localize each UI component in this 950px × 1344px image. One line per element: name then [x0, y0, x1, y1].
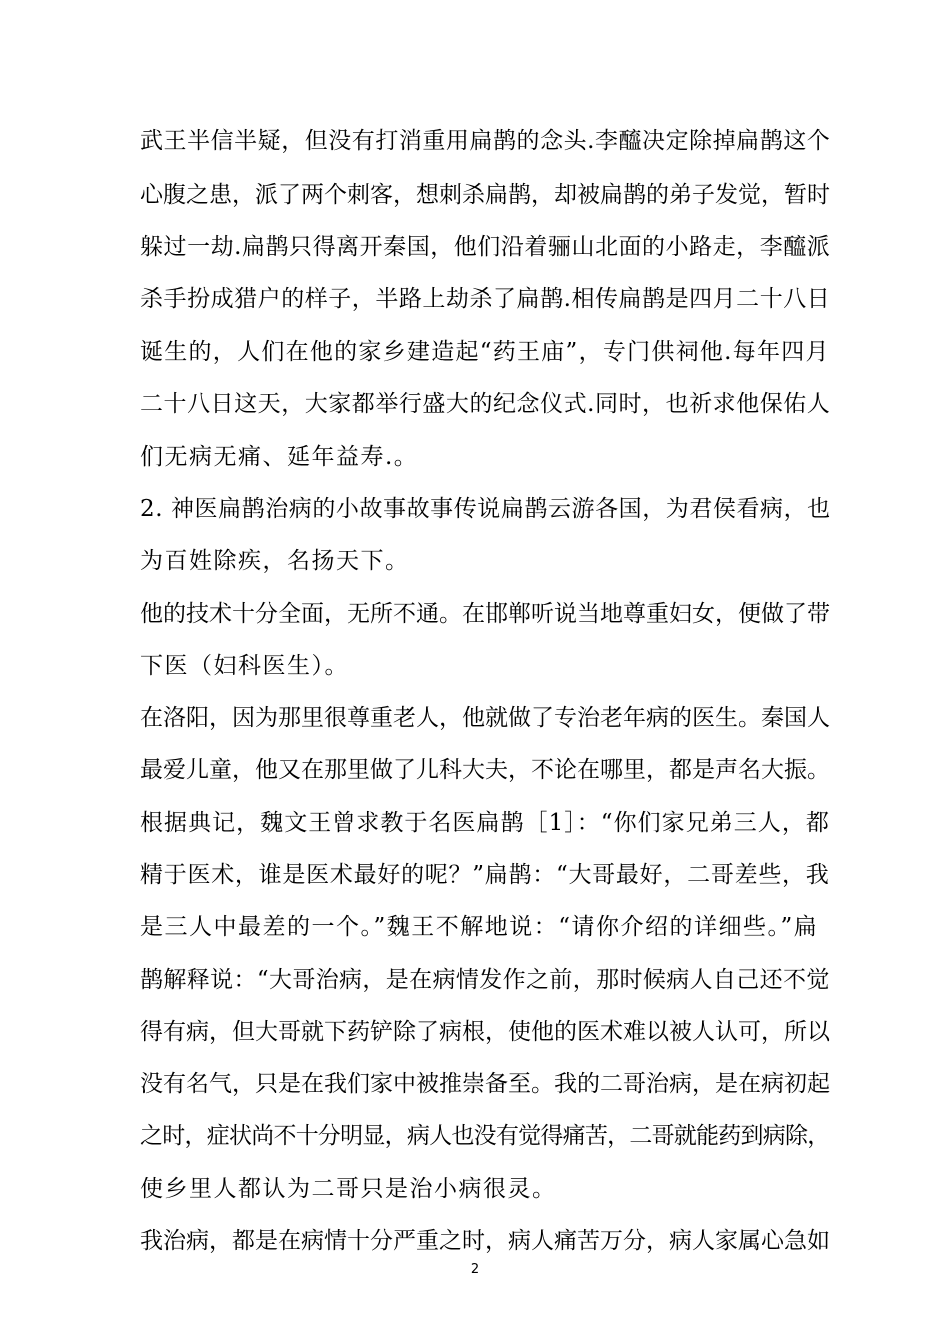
- text-line: 们无病无痛、延年益寿.。: [140, 444, 419, 470]
- text-line: 他的技术十分全面，无所不通。在邯郸听说当地尊重妇女，便做了带: [140, 601, 830, 627]
- text-line: 武王半信半疑，但没有打消重用扁鹊的念头.李醯决定除掉扁鹊这个: [140, 128, 831, 154]
- text-line: 在洛阳，因为那里很尊重老人，他就做了专治老年病的医生。秦国人: [140, 705, 830, 731]
- text-line: 2. 神医扁鹊治病的小故事故事传说扁鹊云游各国，为君侯看病，也: [140, 496, 831, 522]
- text-line: 精于医术，谁是医术最好的呢？”扁鹊：“大哥最好，二哥差些，我: [140, 862, 830, 888]
- text-line: 使乡里人都认为二哥只是治小病很灵。: [140, 1176, 557, 1202]
- text-line: 之时，症状尚不十分明显，病人也没有觉得痛苦，二哥就能药到病除，: [140, 1123, 830, 1149]
- text-line: 没有名气，只是在我们家中被推崇备至。我的二哥治病，是在病初起: [140, 1071, 830, 1097]
- text-line: 为百姓除疾，名扬天下。: [140, 548, 410, 574]
- page-number: 2: [470, 1262, 480, 1277]
- text-line: 心腹之患，派了两个刺客，想刺杀扁鹊，却被扁鹊的弟子发觉，暂时: [140, 182, 830, 208]
- text-line: 是三人中最差的一个。”魏王不解地说：“请你介绍的详细些。”扁: [140, 914, 819, 940]
- text-line: 下医（妇科医生）。: [140, 653, 349, 679]
- text-line: 最爱儿童，他又在那里做了儿科大夫，不论在哪里，都是声名大振。: [140, 757, 830, 783]
- text-line: 得有病，但大哥就下药铲除了病根，使他的医术难以被人认可，所以: [140, 1019, 830, 1045]
- text-line: 躲过一劫.扁鹊只得离开秦国，他们沿着骊山北面的小路走，李醯派: [140, 234, 831, 260]
- text-line: 鹊解释说：“大哥治病，是在病情发作之前，那时候病人自己还不觉: [140, 967, 830, 993]
- text-line: 杀手扮成猎户的样子，半路上劫杀了扁鹊.相传扁鹊是四月二十八日: [140, 286, 831, 312]
- text-line: 根据典记，魏文王曾求教于名医扁鹊［1］：“你们家兄弟三人，都: [140, 810, 830, 836]
- text-line: 诞生的，人们在他的家乡建造起“药王庙”，专门供祠他.每年四月: [140, 339, 830, 365]
- text-line: 我治病，都是在病情十分严重之时，病人痛苦万分，病人家属心急如: [140, 1228, 830, 1254]
- text-line: 二十八日这天，大家都举行盛大的纪念仪式.同时，也祈求他保佑人: [140, 391, 831, 417]
